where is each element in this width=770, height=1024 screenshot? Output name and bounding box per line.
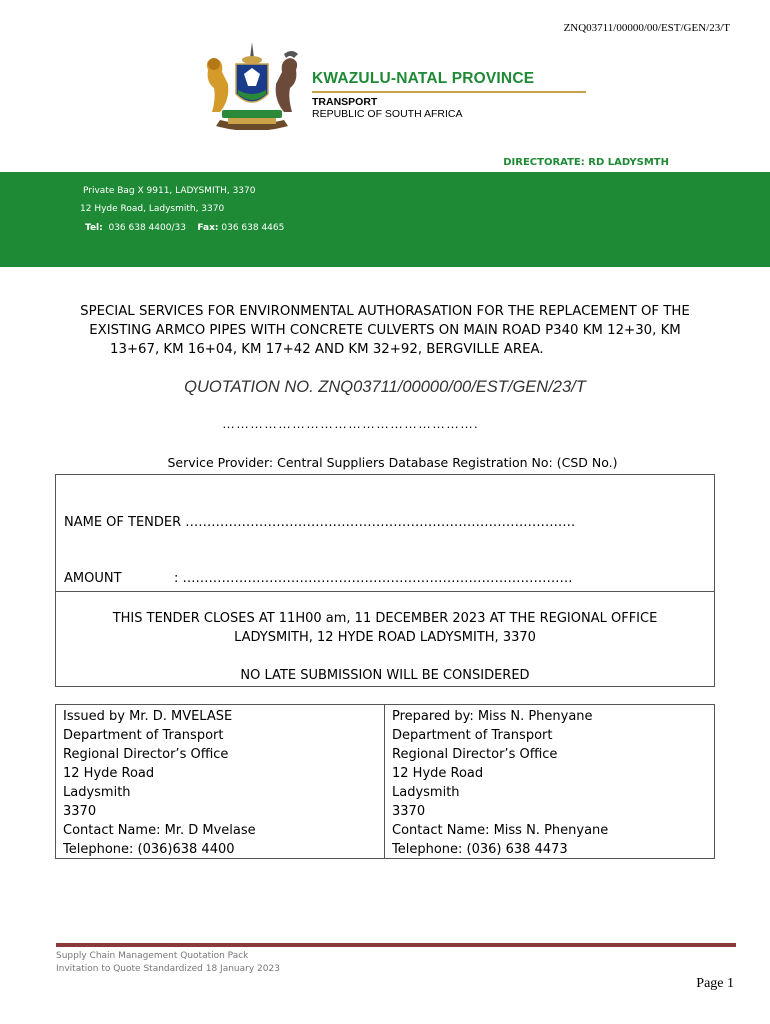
address-street: 12 Hyde Road, Ladysmith, 3370 — [80, 204, 225, 214]
fax-number: 036 638 4465 — [221, 223, 285, 233]
issued-code: 3370 — [63, 804, 97, 819]
issued-by-column — [56, 705, 384, 858]
dotted-line: ………………………………………………. — [222, 416, 479, 431]
issued-contact: Contact Name: Mr. D Mvelase — [63, 823, 256, 838]
province-name: KWAZULU-NATAL PROVINCE — [312, 70, 535, 87]
prepared-contact: Contact Name: Miss N. Phenyane — [392, 823, 609, 838]
document-title — [40, 302, 730, 359]
fax-label: Fax: — [197, 223, 219, 233]
amount-label: AMOUNT — [64, 571, 122, 586]
contact-band — [0, 172, 770, 267]
tel-label: Tel: — [85, 223, 103, 233]
title-line-3: 13+67, KM 16+04, KM 17+42 AND KM 32+92, BERGVILLE AREA. — [110, 342, 544, 357]
province-divider — [312, 91, 586, 93]
issued-office: Regional Director’s Office — [63, 747, 229, 762]
page-number: Page 1 — [696, 976, 734, 991]
issued-phone: Telephone: (036)638 4400 — [63, 842, 235, 857]
prepared-street: 12 Hyde Road — [392, 766, 484, 781]
prepared-phone: Telephone: (036) 638 4473 — [392, 842, 568, 857]
prepared-code: 3370 — [392, 804, 426, 819]
prepared-by: Prepared by: Miss N. Phenyane — [392, 709, 593, 724]
department-name: TRANSPORT — [312, 96, 378, 108]
footer-divider — [56, 943, 736, 947]
republic-name: REPUBLIC OF SOUTH AFRICA — [312, 108, 463, 120]
footer-line-1: Supply Chain Management Quotation Pack — [56, 951, 249, 961]
issued-by: Issued by Mr. D. MVELASE — [63, 709, 233, 724]
service-provider-label: Service Provider: Central Suppliers Database Registration No: (CSD No.) — [167, 455, 618, 470]
tender-box — [55, 474, 715, 687]
issued-street: 12 Hyde Road — [63, 766, 155, 781]
prepared-office: Regional Director’s Office — [392, 747, 558, 762]
closing-line-2: LADYSMITH, 12 HYDE ROAD LADYSMITH, 3370 — [234, 630, 536, 645]
tel-fax-line — [85, 223, 284, 233]
title-line-2: EXISTING ARMCO PIPES WITH CONCRETE CULVERTS ON MAIN ROAD P340 KM 12+30, KM — [89, 323, 681, 338]
kzn-coat-of-arms-icon — [198, 40, 306, 130]
contact-table — [55, 704, 715, 859]
document-reference: ZNQ03711/00000/00/EST/GEN/23/T — [563, 22, 730, 34]
prepared-dept: Department of Transport — [392, 728, 553, 743]
prepared-by-column — [384, 705, 714, 858]
quotation-number: QUOTATION NO. ZNQ03711/00000/00/EST/GEN/23/T — [184, 378, 586, 396]
address-postal: Private Bag X 9911, LADYSMITH, 3370 — [83, 186, 256, 196]
amount-field[interactable]: : ……………………………………………………………………………… — [174, 571, 573, 586]
tender-name-field[interactable]: NAME OF TENDER ……………………………………………………………………………… — [64, 515, 576, 530]
no-late-notice: NO LATE SUBMISSION WILL BE CONSIDERED — [240, 668, 530, 683]
footer-line-2: Invitation to Quote Standardized 18 January 2023 — [56, 964, 280, 974]
box-divider — [56, 591, 714, 592]
title-line-1: SPECIAL SERVICES FOR ENVIRONMENTAL AUTHORASATION FOR THE REPLACEMENT OF THE — [80, 304, 690, 319]
tel-number: 036 638 4400/33 — [108, 223, 186, 233]
closing-line-1: THIS TENDER CLOSES AT 11H00 am, 11 DECEMBER 2023 AT THE REGIONAL OFFICE — [112, 611, 658, 626]
issued-town: Ladysmith — [63, 785, 131, 800]
prepared-town: Ladysmith — [392, 785, 460, 800]
issued-dept: Department of Transport — [63, 728, 224, 743]
directorate-label: DIRECTORATE: RD LADYSMTH — [503, 157, 669, 168]
